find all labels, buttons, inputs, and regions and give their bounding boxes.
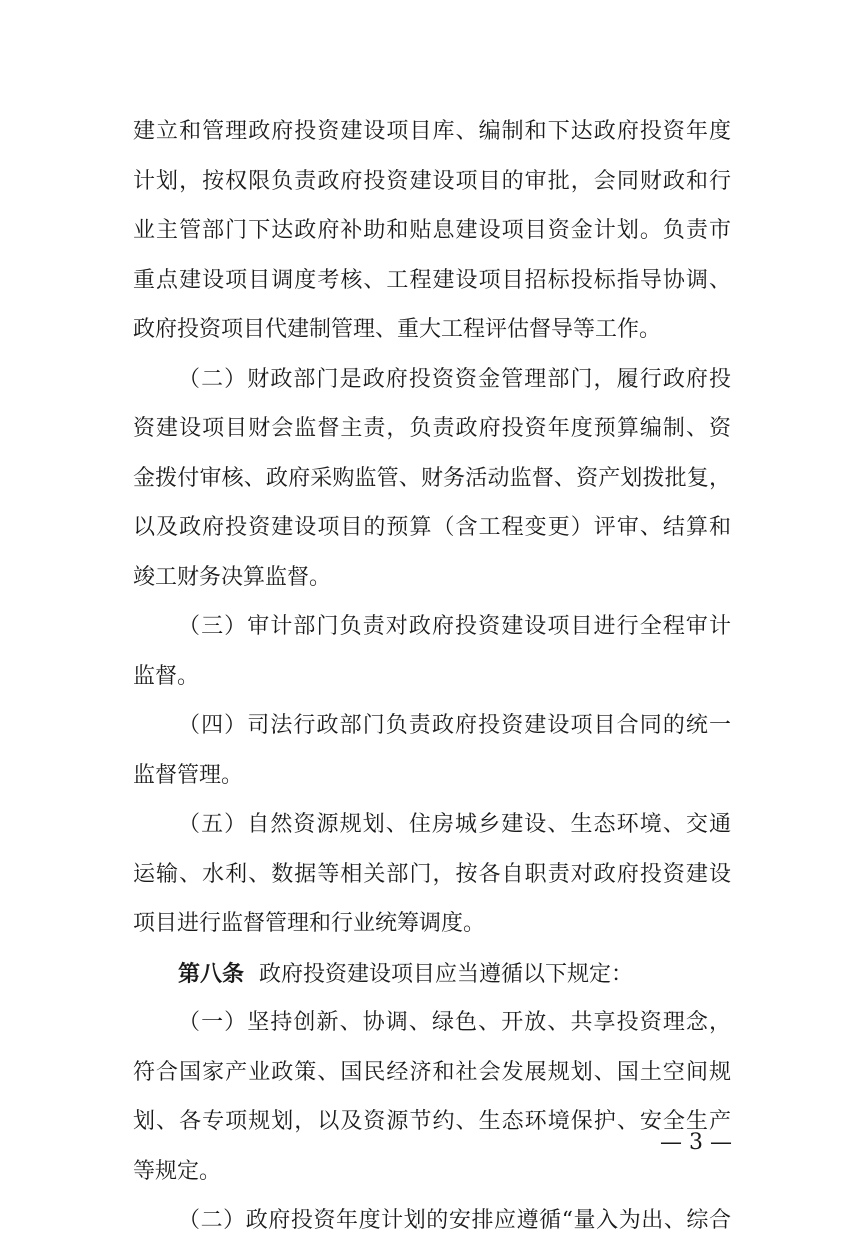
body-text-line: （二）财政部门是政府投资资金管理部门，履行政府投 xyxy=(178,366,731,392)
body-text-line: 划、各专项规划，以及资源节约、生态环境保护、安全生产 xyxy=(133,1109,731,1134)
body-text-line: （二）政府投资年度计划的安排应遵循“量入为出、综合 xyxy=(178,1208,731,1233)
body-text-line: 计划，按权限负责政府投资建设项目的审批，会同财政和行 xyxy=(133,168,731,194)
body-text-line: 等规定。 xyxy=(133,1158,222,1184)
body-text-line: 政府投资项目代建制管理、重大工程评估督导等工作。 xyxy=(133,317,662,342)
page-number: — 3 — xyxy=(660,1130,732,1155)
body-text-line: 资建设项目财会监督主责，负责政府投资年度预算编制、资 xyxy=(133,416,731,441)
body-text-line: 符合国家产业政策、国民经济和社会发展规划、国土空间规 xyxy=(133,1059,731,1085)
body-text-line: 业主管部门下达政府补助和贴息建设项目资金计划。负责市 xyxy=(133,218,731,243)
article-heading-line xyxy=(178,959,731,989)
body-text-line: （四）司法行政部门负责政府投资建设项目合同的统一 xyxy=(178,713,731,738)
body-text-line: 项目进行监督管理和行业统筹调度。 xyxy=(133,911,486,936)
body-text-line: （一）坚持创新、协调、绿色、开放、共享投资理念， xyxy=(178,1010,731,1035)
article-text: 政府投资建设项目应当遵循以下规定： xyxy=(259,961,634,987)
body-text-line: （五）自然资源规划、住房城乡建设、生态环境、交通 xyxy=(178,812,731,837)
body-text-line: 监督管理。 xyxy=(133,762,244,788)
body-text-line: 重点建设项目调度考核、工程建设项目招标投标指导协调、 xyxy=(133,267,731,293)
body-text-line: 运输、水利、数据等相关部门，按各自职责对政府投资建设 xyxy=(133,861,731,887)
body-text-line: 建立和管理政府投资建设项目库、编制和下达政府投资年度 xyxy=(133,119,731,144)
body-text-line: 竣工财务决算监督。 xyxy=(133,564,332,590)
body-text-line: （三）审计部门负责对政府投资建设项目进行全程审计 xyxy=(178,614,731,639)
body-text-line: 以及政府投资建设项目的预算（含工程变更）评审、结算和 xyxy=(133,515,731,540)
body-text-line: 金拨付审核、政府采购监管、财务活动监督、资产划拨批复， xyxy=(133,465,731,491)
body-text-line: 监督。 xyxy=(133,663,200,689)
article-number: 第八条 xyxy=(178,960,245,987)
